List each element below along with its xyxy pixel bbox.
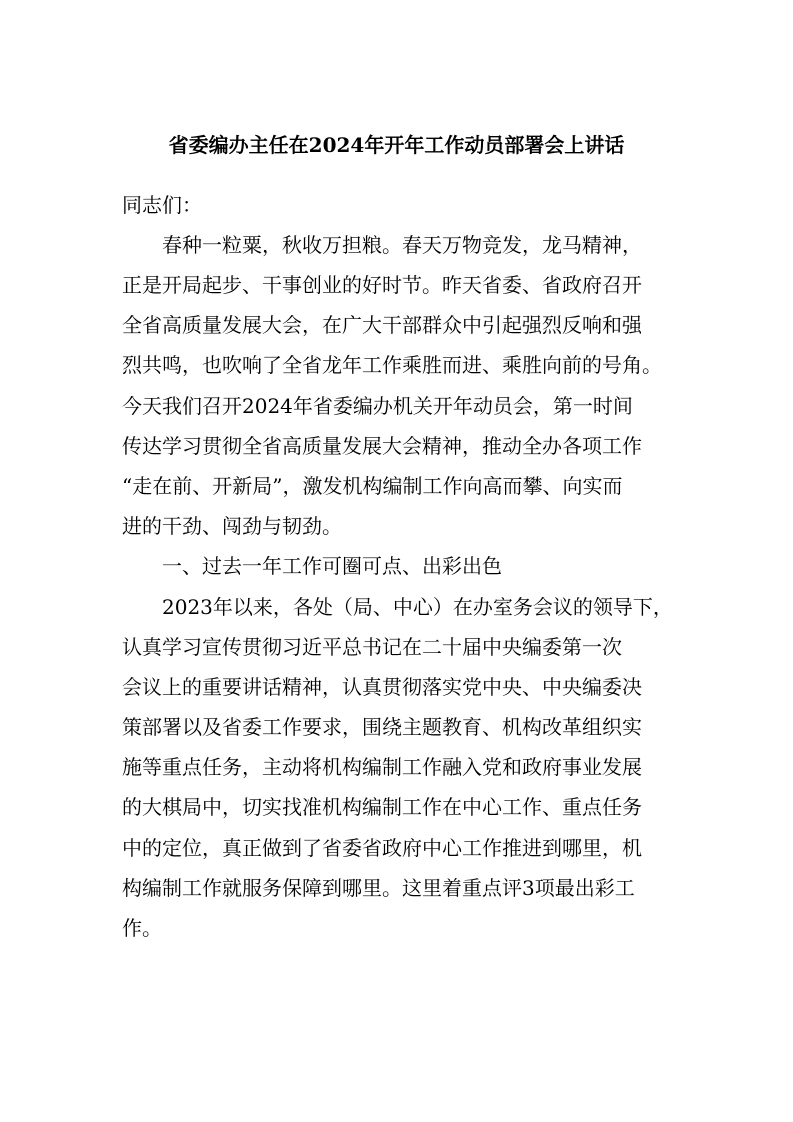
paragraph-line: 中的定位，真正做到了省委省政府中心工作推进到哪里，机 bbox=[122, 836, 642, 860]
paragraph-line: 认真学习宣传贯彻习近平总书记在二十届中央编委第一次 bbox=[122, 635, 622, 659]
paragraph-line: 烈共鸣，也吹响了全省龙年工作乘胜而进、乘胜向前的号角。 bbox=[122, 353, 662, 377]
paragraph-line: 作。 bbox=[122, 916, 162, 940]
paragraph-line: 正是开局起步、干事创业的好时节。昨天省委、省政府召开 bbox=[122, 273, 642, 297]
paragraph-line: 策部署以及省委工作要求，围绕主题教育、机构改革组织实 bbox=[122, 715, 642, 739]
paragraph-line: 春种一粒粟，秋收万担粮。春天万物竞发，龙马精神， bbox=[162, 233, 642, 257]
paragraph-line: “走在前、开新局”，激发机构编制工作向高而攀、向实而 bbox=[122, 474, 623, 498]
paragraph-line: 构编制工作就服务保障到哪里。这里着重点评3项最出彩工 bbox=[122, 876, 635, 900]
paragraph-line: 的大棋局中，切实找准机构编制工作在中心工作、重点任务 bbox=[122, 795, 642, 819]
paragraph-line: 传达学习贯彻全省高质量发展大会精神，推动全办各项工作 bbox=[122, 434, 642, 458]
document-title: 省委编办主任在2024年开年工作动员部署会上讲话 bbox=[168, 133, 625, 157]
paragraph-line: 进的干劲、闯劲与韧劲。 bbox=[122, 514, 342, 538]
paragraph-line: 全省高质量发展大会，在广大干部群众中引起强烈反响和强 bbox=[122, 313, 642, 337]
paragraph-line: 今天我们召开2024年省委编办机关开年动员会，第一时间 bbox=[122, 394, 633, 418]
section-heading: 一、过去一年工作可圈可点、出彩出色 bbox=[162, 554, 502, 578]
paragraph-line: 2023年以来，各处（局、中心）在办室务会议的领导下， bbox=[162, 595, 673, 619]
paragraph-line: 会议上的重要讲话精神，认真贯彻落实党中央、中央编委决 bbox=[122, 675, 642, 699]
paragraph-line: 施等重点任务，主动将机构编制工作融入党和政府事业发展 bbox=[122, 755, 642, 779]
salutation: 同志们： bbox=[122, 193, 202, 217]
